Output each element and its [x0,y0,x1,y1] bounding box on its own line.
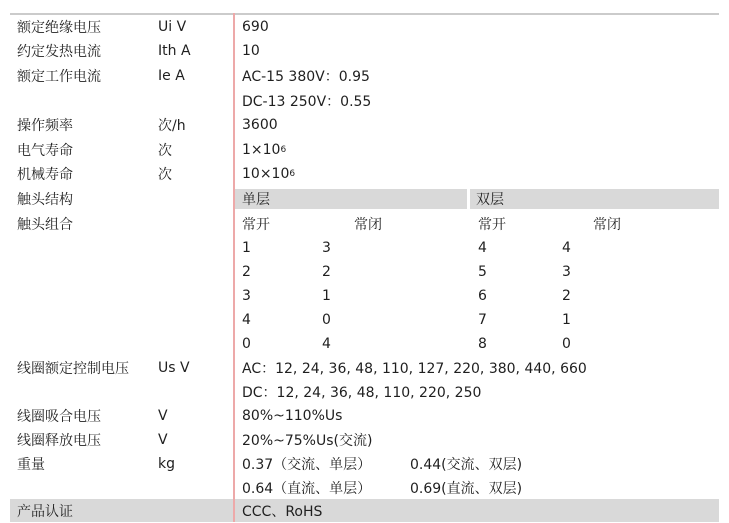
matrix-cell: 6 [478,288,487,304]
spec-row-weight-line1 [10,452,719,476]
spec-label: 操作频率 [17,118,73,134]
spec-value: AC：12, 24, 36, 48, 110, 127, 220, 380, 440, 660 [242,361,587,377]
spec-unit: kg [158,456,175,472]
spec-row-contact-structure [10,186,719,212]
spec-label: 触头组合 [17,217,73,233]
contact-matrix-row [10,284,719,308]
spec-label: 机械寿命 [17,167,73,183]
spec-label: 触头结构 [17,192,73,208]
spec-unit: V [158,408,168,424]
spec-row-coil-voltage-dc [10,380,719,404]
double-layer-band: 双层 [470,189,719,209]
matrix-cell: 0 [242,336,251,352]
contact-matrix-row [10,332,719,356]
spec-label: 约定发热电流 [17,44,101,60]
spec-unit: V [158,432,168,448]
spec-row-insulation-voltage [10,15,719,39]
matrix-cell: 5 [478,264,487,280]
contact-structure-bands [233,189,719,209]
matrix-cell: 4 [562,240,571,256]
matrix-cell: 1 [242,240,251,256]
spec-value: DC：12, 24, 36, 48, 110, 220, 250 [242,385,482,401]
matrix-cell: 8 [478,336,487,352]
matrix-cell: 4 [478,240,487,256]
single-layer-band: 单层 [233,189,467,209]
matrix-cell: 3 [242,288,251,304]
matrix-cell: 1 [562,312,571,328]
matrix-cell: 1 [322,288,331,304]
weight-value: 0.37（交流、单层） [242,457,372,473]
matrix-cell: 4 [322,336,331,352]
contact-matrix-row [10,308,719,332]
spec-value: 690 [242,19,269,35]
spec-label: 额定工作电流 [17,68,101,85]
spec-label: 产品认证 [17,503,73,520]
matrix-cell: 0 [322,312,331,328]
matrix-cell: 0 [562,336,571,352]
spec-row-weight-line2 [10,476,719,499]
contact-header-nc: 常闭 [593,217,621,233]
spec-unit: 次 [158,142,172,159]
spec-label: 额定绝缘电压 [17,20,101,36]
spec-unit: Ie A [158,67,185,84]
spec-row-dropout-voltage [10,428,719,452]
matrix-cell: 2 [562,288,571,304]
spec-row-certification [10,499,719,522]
weight-value: 0.69(直流、双层) [410,480,523,497]
spec-label: 线圈额定控制电压 [17,361,129,377]
spec-value: 10 [242,43,260,59]
spec-unit: Ith A [158,43,191,59]
contact-header-no: 常开 [478,217,506,233]
spec-value: 1×10 6 [242,141,287,158]
spec-row-electrical-life [10,137,719,162]
spec-row-working-current-dc [10,88,719,113]
spec-value: 3600 [242,117,278,133]
matrix-cell: 4 [242,312,251,328]
spec-unit: Ui V [158,19,187,35]
spec-unit: 次/h [158,118,186,134]
matrix-cell: 2 [242,264,251,280]
product-spec-table [10,13,719,522]
spec-value: 20%~75%Us(交流) [242,433,373,449]
spec-row-operating-frequency [10,113,719,137]
matrix-cell: 7 [478,312,487,328]
weight-value: 0.44(交流、双层) [410,457,523,473]
value-base: 10×10 [242,166,290,182]
spec-unit: Us V [158,360,190,376]
weight-value: 0.64（直流、单层） [242,480,372,497]
spec-row-pickup-voltage [10,404,719,428]
spec-label: 重量 [17,457,45,473]
spec-row-thermal-current [10,39,719,63]
spec-row-contact-combination-header [10,212,719,236]
spec-label: 线圈释放电压 [17,433,101,449]
matrix-cell: 2 [322,264,331,280]
contact-header-no: 常开 [242,217,270,233]
spec-value: AC-15 380V：0.95 [242,68,370,85]
spec-value: 10×10 6 [242,166,296,182]
spec-value: DC-13 250V：0.55 [242,93,372,110]
contact-matrix-row [10,236,719,260]
matrix-cell: 3 [322,240,331,256]
spec-row-mechanical-life [10,162,719,186]
spec-label: 线圈吸合电压 [17,409,101,425]
matrix-cell: 3 [562,264,571,280]
spec-unit: 次 [158,167,172,183]
spec-row-coil-voltage-ac [10,356,719,380]
column-divider-line [233,13,235,522]
contact-matrix-row [10,260,719,284]
spec-value: 80%~110%Us [242,408,343,424]
spec-label: 电气寿命 [17,142,73,159]
contact-header-cells [233,214,719,234]
spec-row-working-current-ac [10,63,719,88]
spec-value: CCC、RoHS [242,503,323,520]
value-base: 1×10 [242,141,281,158]
contact-header-nc: 常闭 [354,217,382,233]
